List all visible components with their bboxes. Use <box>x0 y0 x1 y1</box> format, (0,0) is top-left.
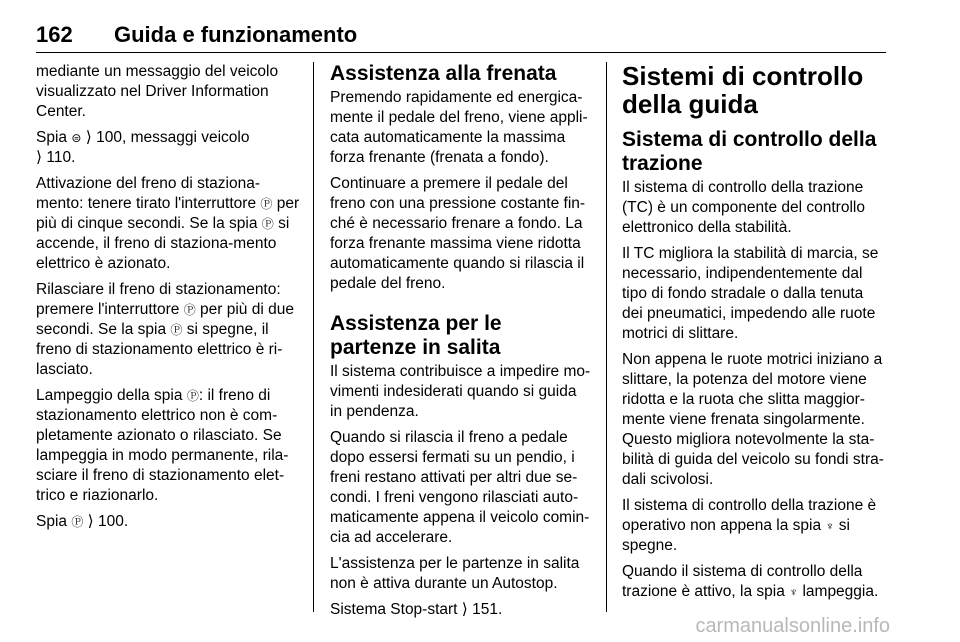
paragraph: Quando si rilascia il freno a pedale dopo essersi fermati su un pendio, i freni restano attivati per altri due se-condi. I freni vengono rilasciati auto-maticamente appena il veicolo comin-cia ad accelerare. <box>330 429 590 546</box>
chapter-heading: Sistemi di controllo della guida <box>622 61 864 119</box>
page-number: 162 <box>36 22 73 47</box>
parking-brake-icon: Ⓟ <box>170 323 183 337</box>
paragraph: Il sistema contribuisce a impedire mo-vimenti indesiderati quando si guida in pendenza. <box>330 363 591 420</box>
column-3 <box>622 62 888 608</box>
parking-brake-icon: Ⓟ <box>186 389 199 403</box>
section-heading: Assistenza alla frenata <box>330 62 557 85</box>
paragraph: Sistema Stop-start ⟩ 151. <box>330 601 503 618</box>
section-heading: Sistema di controllo della trazione <box>622 128 877 175</box>
brake-fault-icon: ⊜ <box>71 131 82 145</box>
section-heading: Assistenza per le partenze in salita <box>330 312 502 359</box>
page-ref[interactable]: 100 <box>96 129 122 146</box>
paragraph: Il sistema di controllo della trazione è operativo non appena la spia ♆ si spegne. <box>622 497 877 554</box>
traction-control-icon: ♆ <box>789 585 799 599</box>
reference-arrow-icon: ⟩ <box>87 513 94 530</box>
traction-control-icon: ♆ <box>825 519 835 533</box>
running-title: Guida e funzionamento <box>114 22 358 47</box>
paragraph: Spia ⊜ ⟩ 100, messaggi veicolo ⟩ 110. <box>36 129 250 166</box>
page-ref[interactable]: 151 <box>472 601 499 618</box>
paragraph: Il sistema di controllo della trazione (TC) è un componente del controllo elettronico della stabilità. <box>622 179 865 236</box>
page-ref[interactable]: 100 <box>98 513 124 530</box>
watermark: carmanualsonline.info <box>695 615 890 637</box>
paragraph: Continuare a premere il pedale del freno con una pressione costante fin-ché è necessario frenare a fondo. La forza frenante massima viene ridotta automaticamente quando si rilascia il pedale del freno. <box>330 175 586 292</box>
reference-arrow-icon: ⟩ <box>85 129 92 146</box>
paragraph: Il TC migliora la stabilità di marcia, se necessario, indipendentemente dal tipo di fondo stradale o dalla tenuta dei pneumatici, impedendo alle ruote motrici di slittare. <box>622 245 879 342</box>
page-ref[interactable]: 110 <box>46 149 72 166</box>
parking-brake-icon: Ⓟ <box>261 217 274 231</box>
paragraph: Non appena le ruote motrici iniziano a slittare, la potenza del motore viene ridotta e la ruota che slitta maggior-mente viene frenata singolarmente. Questo migliora notevolmente la sta-bilità di guida del veicolo su fondi stra-dali scivolosi. <box>622 351 884 488</box>
reference-arrow-icon: ⟩ <box>36 149 43 166</box>
column-1 <box>36 62 300 538</box>
paragraph: Attivazione del freno di staziona-mento: tenere tirato l'interruttore Ⓟ per più di cinque secondi. Se la spia Ⓟ si accende, il freno di staziona-mento elettrico è azionato. <box>36 175 300 272</box>
column-2 <box>330 62 592 626</box>
paragraph: L'assistenza per le partenze in salita non è attiva durante un Autostop. <box>330 555 580 592</box>
parking-brake-icon: Ⓟ <box>260 197 273 211</box>
paragraph: Spia Ⓟ ⟩ 100. <box>36 513 129 530</box>
header-rule <box>36 52 886 53</box>
page-header <box>36 22 886 52</box>
paragraph: Quando il sistema di controllo della trazione è attivo, la spia ♆ lampeggia. <box>622 563 879 600</box>
column-divider <box>606 62 607 612</box>
parking-brake-icon: Ⓟ <box>183 303 196 317</box>
reference-arrow-icon: ⟩ <box>461 601 468 618</box>
paragraph: Lampeggio della spia Ⓟ: il freno di stazionamento elettrico non è com-pletamente azionato o rilasciato. Se lampeggia in modo permanente, rila-sciare il freno di stazionamento elet-trico e riazionarlo. <box>36 387 289 504</box>
column-divider <box>313 62 314 612</box>
parking-brake-icon: Ⓟ <box>71 515 84 529</box>
paragraph: Rilasciare il freno di stazionamento: premere l'interruttore Ⓟ per più di due secondi. Se la spia Ⓟ si spegne, il freno di stazionamento elettrico è ri-lasciato. <box>36 281 294 378</box>
paragraph: Premendo rapidamente ed energica-mente il pedale del freno, viene appli-cata automaticamente la massima forza frenante (frenata a fondo). <box>330 89 588 166</box>
paragraph: mediante un messaggio del veicolo visualizzato nel Driver Information Center. <box>36 63 279 120</box>
